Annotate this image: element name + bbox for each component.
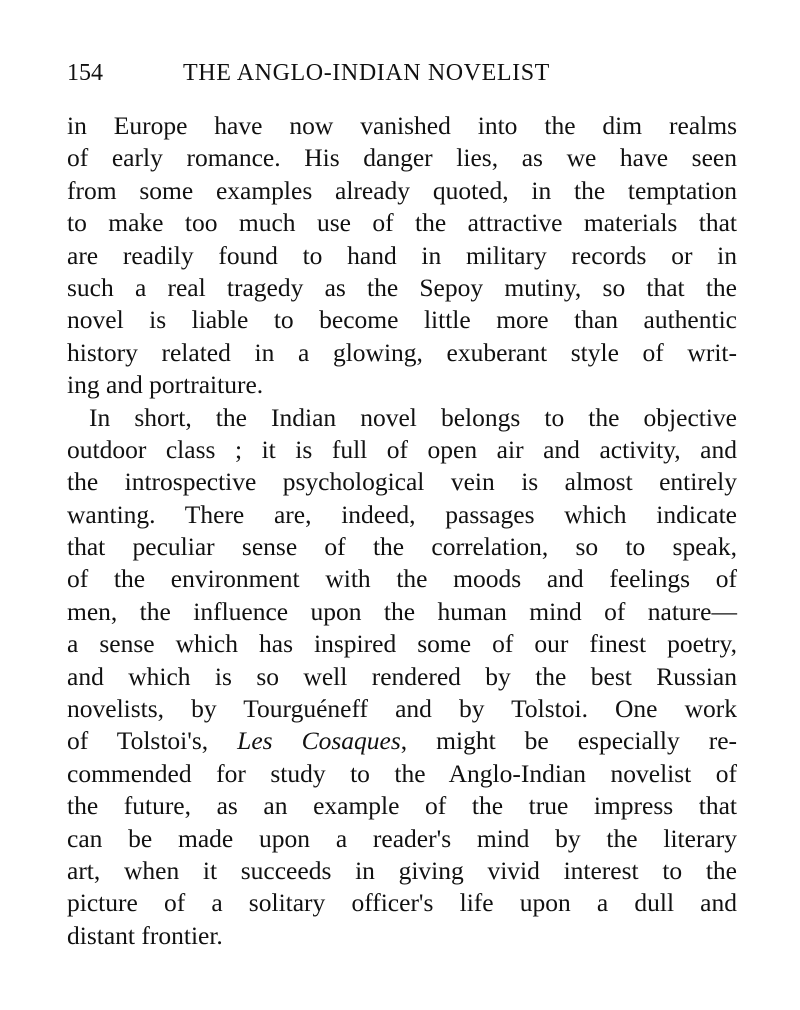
text-line: ing and portraiture. (67, 370, 264, 400)
text-line: such a real tragedy as the Sepoy mutiny, so that the (67, 272, 737, 302)
text-line: wanting. There are, indeed, passages which indicate (67, 499, 737, 529)
text-line: are readily found to hand in military records or in (67, 240, 737, 270)
text-line: can be made upon a reader's mind by the literary (67, 823, 737, 853)
text-line: picture of a solitary officer's life upon a dull and (67, 888, 737, 918)
text-line: novel is liable to become little more than authentic (67, 305, 737, 335)
text-line: distant frontier. (67, 920, 223, 950)
text-line: that peculiar sense of the correlation, so to speak, (67, 532, 737, 562)
running-title: THE ANGLO-INDIAN NOVELIST (183, 60, 550, 86)
text-line: to make too much use of the attractive materials that (67, 208, 737, 238)
text-line-with-italic (67, 725, 737, 757)
italic-title: Les Cosaques (237, 726, 401, 756)
body-text (67, 110, 737, 952)
text-line: novelists, by Tourguéneff and by Tolstoi. One work (67, 694, 737, 724)
text-line: men, the influence upon the human mind of nature— (67, 596, 737, 626)
text-line: from some examples already quoted, in the temptation (67, 175, 737, 205)
text-line: In short, the Indian novel belongs to the objective (89, 402, 737, 432)
text-line: commended for study to the Anglo-Indian novelist of (67, 758, 737, 788)
text-line: the future, as an example of the true impress that (67, 791, 737, 821)
running-header (67, 60, 737, 96)
text-line: and which is so well rendered by the best Russian (67, 661, 737, 691)
text-line: in Europe have now vanished into the dim realms (67, 111, 737, 140)
text-segment: of Tolstoi's, (67, 726, 238, 756)
text-line: a sense which has inspired some of our finest poetry, (67, 629, 737, 659)
page-number: 154 (67, 60, 103, 86)
text-line: art, when it succeeds in giving vivid interest to the (67, 855, 737, 885)
text-segment: , might be especially re- (400, 726, 737, 756)
text-line: of the environment with the moods and feelings of (67, 564, 737, 594)
text-line: of early romance. His danger lies, as we have seen (67, 143, 737, 173)
text-line: the introspective psychological vein is almost entirely (67, 467, 737, 497)
text-line: outdoor class ; it is full of open air and activity, and (67, 434, 737, 464)
text-line: history related in a glowing, exuberant style of writ- (67, 337, 737, 367)
